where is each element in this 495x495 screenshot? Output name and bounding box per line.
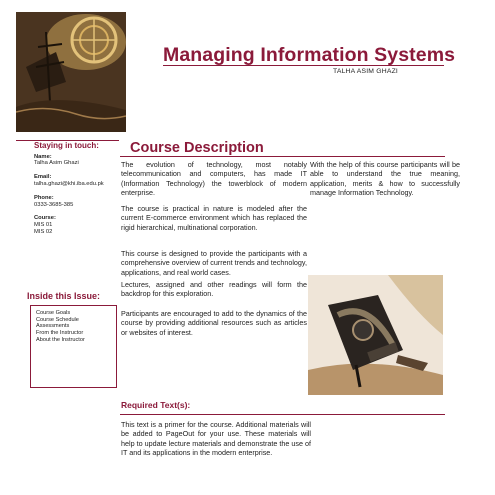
phone-label: Phone: bbox=[34, 195, 54, 201]
right-paragraph: With the help of this course participants will be able to understand the true meaning, application, merits & how to successfully manage Information Technology. bbox=[310, 160, 460, 197]
title-divider bbox=[163, 65, 444, 66]
course-value: MIS 02 bbox=[34, 229, 53, 235]
email-label: Email: bbox=[34, 174, 52, 180]
paragraph: The course is practical in nature is modeled after the current E-commerce environment which has replaced the rigid hierarchical, multinational corporation. bbox=[121, 204, 307, 232]
issue-item[interactable]: Course Goals bbox=[36, 310, 71, 316]
course-description-heading: Course Description bbox=[130, 140, 264, 156]
required-text-paragraph: This text is a primer for the course. Additional materials will be added to PageOut for your use. These materials will help to update lecture materials and demonstrate the use of IT and its applications in the modern enterprise. bbox=[121, 420, 311, 457]
issue-item[interactable]: Course Schedule bbox=[36, 316, 79, 323]
ship-compass-image bbox=[16, 12, 126, 132]
inside-heading: Inside this Issue: bbox=[27, 291, 101, 301]
phone-value: 0333-3685-385 bbox=[34, 202, 74, 208]
issue-item[interactable]: About the Instructor bbox=[36, 336, 85, 343]
name-label: Name: bbox=[34, 154, 52, 160]
course-label: Course: bbox=[34, 215, 56, 221]
paragraph: Participants are encouraged to add to the dynamics of the course by providing additional resources such as articles or websites of interest. bbox=[121, 309, 307, 337]
name-value: Talha Asim Ghazi bbox=[34, 160, 79, 166]
paragraph: This course is designed to provide the participants with a comprehensive overview of current trends and technology, applications, and real world cases. bbox=[121, 249, 307, 277]
inside-issue-box bbox=[30, 305, 117, 388]
course-description-divider bbox=[120, 156, 445, 157]
contact-heading: Staying in touch: bbox=[34, 141, 99, 150]
required-text-divider bbox=[120, 414, 445, 415]
author-name: TALHA ASIM GHAZI bbox=[333, 68, 399, 75]
course-value: MIS 01 bbox=[34, 222, 53, 228]
required-text-heading: Required Text(s): bbox=[121, 400, 191, 410]
issue-item[interactable]: From the Instructor bbox=[36, 330, 84, 337]
issue-item[interactable]: Assessments bbox=[36, 323, 70, 330]
paragraph: The evolution of technology, most notably telecommunication and computers, has made IT (Information Technology) the towerblock of modern enterprise. bbox=[121, 160, 307, 197]
sextant-image bbox=[308, 275, 443, 395]
email-value[interactable]: talha.ghazi@khi.iba.edu.pk bbox=[34, 181, 104, 187]
page-title: Managing Information Systems bbox=[163, 44, 456, 66]
paragraph: Lectures, assigned and other readings will form the backdrop for this exploration. bbox=[121, 280, 307, 299]
